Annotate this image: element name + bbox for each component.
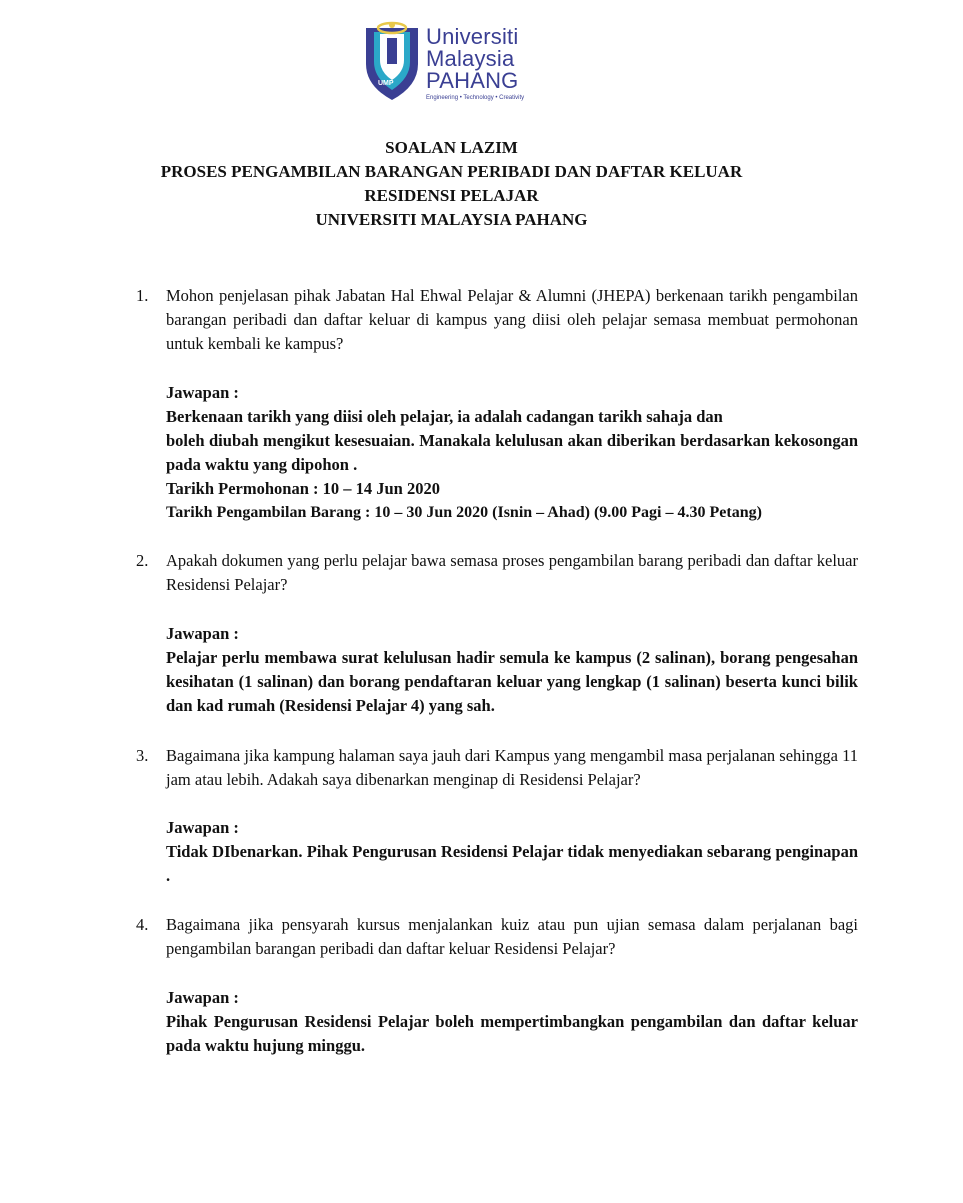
collection-date: Tarikh Pengambilan Barang : 10 – 30 Jun 2020 (Isnin – Ahad) (9.00 Pagi – 4.30 Petang) [166, 504, 762, 521]
question-number: 2. [136, 551, 149, 570]
logo-tagline: Engineering • Technology • Creativity [426, 95, 525, 101]
answer-label: Jawapan : [166, 988, 239, 1007]
answer-label: Jawapan : [166, 818, 239, 837]
answer-text: boleh diubah mengikut kesesuaian. Manakala kelulusan akan diberikan berdasarkan kekosongan pada waktu yang dipohon . [166, 431, 858, 474]
answer-text: Pelajar perlu membawa surat kelulusan hadir semula ke kampus (2 salinan), borang pengesahan kesihatan (1 salinan) dan borang pendaftaran keluar yang lengkap (1 salinan) beserta kunci bilik dan kad rumah (Residensi Pelajar 4) yang sah. [166, 648, 858, 715]
question-text: Apakah dokumen yang perlu pelajar bawa semasa proses pengambilan barang peribadi dan daftar keluar Residensi Pelajar? [166, 551, 858, 594]
title-line-1: SOALAN LAZIM [385, 138, 518, 157]
question-3 [136, 744, 858, 792]
answer-3 [166, 816, 858, 888]
question-text: Bagaimana jika pensyarah kursus menjalankan kuiz atau pun ujian semasa dalam perjalanan bagi pengambilan barangan peribadi dan daftar keluar Residensi Pelajar? [166, 915, 858, 958]
question-1 [136, 284, 858, 356]
logo-wordmark [426, 26, 524, 102]
title-line-2: PROSES PENGAMBILAN BARANGAN PERIBADI DAN DAFTAR KELUAR [160, 162, 743, 181]
answer-1 [166, 381, 858, 525]
question-2 [136, 549, 858, 597]
title-line-3: RESIDENSI PELAJAR [364, 186, 539, 205]
answer-2 [166, 622, 858, 718]
answer-text-line-1: Berkenaan tarikh yang diisi oleh pelajar, ia adalah cadangan tarikh sahaja dan [166, 407, 723, 426]
question-number: 3. [136, 746, 149, 765]
application-date: Tarikh Permohonan : 10 – 14 Jun 2020 [166, 479, 440, 498]
answer-text: Pihak Pengurusan Residensi Pelajar boleh mempertimbangkan pengambilan dan daftar keluar pada waktu hujung minggu. [166, 1012, 858, 1055]
question-text: Mohon penjelasan pihak Jabatan Hal Ehwal Pelajar & Alumni (JHEPA) berkenaan tarikh pengambilan barangan peribadi dan daftar keluar di kampus yang diisi oleh pelajar semasa membuat permohonan untuk kembali ke kampus? [166, 286, 858, 353]
logo-line-1: Universiti [426, 24, 519, 49]
question-4 [136, 913, 858, 961]
answer-label: Jawapan : [166, 624, 239, 643]
ump-shield-icon [358, 20, 426, 102]
university-logo [358, 20, 548, 110]
question-text: Bagaimana jika kampung halaman saya jauh dari Kampus yang mengambil masa perjalanan sehingga 11 jam atau lebih. Adakah saya dibenarkan menginap di Residensi Pelajar? [166, 746, 858, 789]
answer-4 [166, 986, 858, 1058]
logo-line-3: PAHANG [426, 68, 519, 93]
question-number: 4. [136, 915, 149, 934]
document-title [0, 136, 903, 232]
logo-line-2: Malaysia [426, 46, 515, 71]
logo-badge: UMP [378, 80, 394, 87]
answer-text: Tidak DIbenarkan. Pihak Pengurusan Residensi Pelajar tidak menyediakan sebarang penginapan . [166, 842, 858, 885]
answer-label: Jawapan : [166, 383, 239, 402]
question-number: 1. [136, 286, 149, 305]
title-line-4: UNIVERSITI MALAYSIA PAHANG [315, 210, 588, 229]
